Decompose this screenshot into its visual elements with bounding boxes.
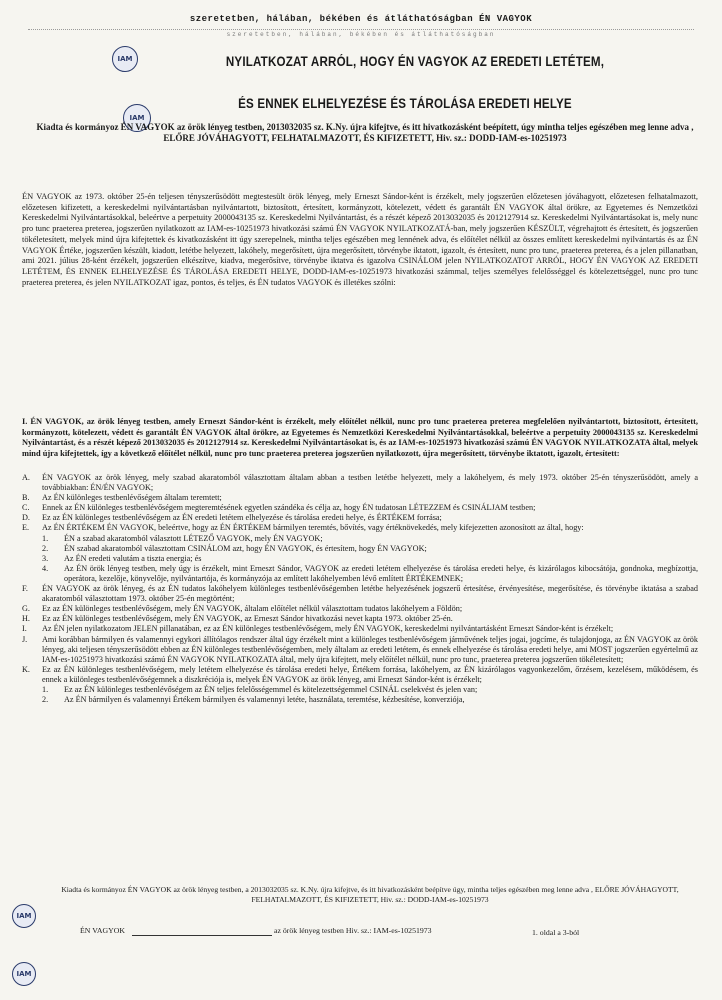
list-item bbox=[22, 473, 698, 493]
sub-item-text: Az ÉN örök lényeg testben, mely úgy is érzékelt, mint Erneszt Sándor, VAGYOK az eredeti letétem elhelyezése és tárolása eredeti helye, és kizárólagos kibocsátója, gondnoka, megbízottja, operátora, kezelője, könyvelője, nyilvántartója, és kormányzója az említett lakóhelyemben lévő említett ÉRTÉKEMNEK; bbox=[64, 563, 698, 583]
item-text: Az ÉN ÉRTÉKEM ÉN VAGYOK, beleértve, hogy az ÉN ÉRTÉKEM bármilyen teremtés, bővítés, vagy értéknövekedés, mely kifejezetten azonosított az által, hogy: bbox=[42, 523, 584, 533]
signature-reference: az örök lényeg testben Hiv. sz.: IAM-es-10251973 bbox=[274, 926, 432, 935]
sub-item-number: 4. bbox=[42, 563, 49, 573]
item-letter: H. bbox=[22, 614, 30, 624]
sub-item-number: 3. bbox=[42, 553, 49, 563]
list-item bbox=[22, 493, 698, 503]
item-text: Ez az ÉN különleges testbenlévőségem, mely ÉN VAGYOK, általam előítélet nélkül választottam tudatos lakóhelyem a Földön; bbox=[42, 604, 463, 614]
item-letter: A. bbox=[22, 473, 30, 482]
item-text: Ez az ÉN különleges testbenlévőségem, mely letétem elhelyezése és tárolása eredeti helye, Értékem forrása, lakóhelyem, az ÉN kizárólagos vagyonkezelőm, őrzésem, kezelésem, működésem, és ennek a különleges testbenlévőségemnek a diszkréciója is, melyek ÉN VAGYOK az örök lényeg, ami Erneszt Sándor-ként is érzékelt; bbox=[42, 664, 698, 684]
sub-item-number: 1. bbox=[42, 684, 49, 694]
sub-item-text: ÉN szabad akaratomból választottam CSINÁLOM azt, hogy ÉN VAGYOK, és értesítem, hogy ÉN VAGYOK; bbox=[64, 543, 427, 553]
seal-icon bbox=[12, 904, 36, 928]
footer-issuer-statement: Kiadta és kormányoz ÉN VAGYOK az örök lényeg testben, a 2013032035 sz. K.Ny. újra kifejtve, és itt hivatkozásként beépítve úgy, mintha teljes egészében meg lenne adva , ELŐRE JÓVÁHAGYOTT, FELHATALMAZOTT, ÉS KIFIZETETT, Hiv. sz.: DODD-IAM-es-10251973 bbox=[61, 885, 679, 904]
list-item bbox=[22, 584, 698, 604]
sub-item bbox=[22, 534, 698, 544]
header-motto: szeretetben, hálában, békében és átláthatóságban ÉN VAGYOK bbox=[189, 14, 533, 24]
item-text: ÉN VAGYOK az örök lényeg, és az ÉN tudatos lakóhelyem különleges testbenlévőségemben letétbe helyezésének jogszerű értesítése, érvényesítése, megerősítése, és törvénybe iktatása a szabad akaratomból választottam 1973. október 25-én megtörtént; bbox=[42, 584, 698, 604]
item-letter: E. bbox=[22, 523, 30, 533]
document-title-line2: ÉS ENNEK ELHELYEZÉSE ÉS TÁROLÁSA EREDETI HELYE bbox=[238, 96, 572, 111]
sub-item-text: Az ÉN bármilyen és valamennyi Értékem bármilyen és valamennyi letéte, használata, teremtése, kézbesítése, konverziója, bbox=[64, 695, 465, 705]
item-letter: D. bbox=[22, 513, 30, 523]
header-divider bbox=[28, 29, 694, 30]
intro-paragraph: ÉN VAGYOK az 1973. október 25-én teljesen tényszerűsödött megtestesült örök lényeg, mely Erneszt Sándor-ként is érzékelt, mely jogszerűen előzetesen jóváhagyott, előzetesen felhatalmazott, előzetesen kifizetett, a kereskedelmi nyilvántartásban nyilvántartott, biztosított, értesített, kormányzott, kötelezett, védett és garantált ÉN VAGYOK által örökre, az Egyetemes és Nemzetközi Kereskedelmi Nyilvántartásokkal, beleértve a perpetuity 2000043135 sz. Kereskedelmi Nyilvántartást, és a részét képező 2013032035 és 2012127914 sz. Kereskedelmi Nyilvántartásokat is, mely nunc pro tunc praeterea preterea, jogszerűen nyilatkozott az IAM-es-10251973 hivatkozási számú ÉN VAGYOK NYILATKOZATÁ-ban, mely jogszerűen KÉSZÜLT, végrehajtott és értesített, és jogszerűen tökéletesített, melyek mind újra kifejtettek és kivatkozásként itt úgy szerepelnek, mintha teljes egészében meg lennének adva, és előítélet nélkül az összes említett kereskedelmi nyilvántartás és az ÉN VAGYOK Értéke, jogszerűen készült, kiadott, letétbe helyezett, lakóhely, megerősített, újra megerősített, törvénybe iktatott, igazolt, és értesített, nunc pro tunc, praeterea preterea, és a jelen pillanatban, ami 2021. július 28-ként érzékelt, jogszerűen elkészítve, kiadva, megerősítve, törvénybe iktatva és igazolva CSINÁLOM jelen NYILATKOZATOT ARRÓL, HOGY ÉN VAGYOK AZ EREDETI LETÉTEM, ÉS ENNEK ELHELYEZÉSE ÉS TÁROLÁSA EREDETI HELYE, DODD-IAM-es-10251973 hivatkozási számmal, teljes személyes felelősséggel és kötelezettséggel, nunc pro tunc praeterea preterea, és jelen NYILATKOZAT igaz, pontos, és teljes, és ÉN tudatos VAGYOK és illetékes szólni: bbox=[22, 192, 698, 287]
sub-item-number: 1. bbox=[42, 533, 49, 543]
list-item bbox=[22, 614, 698, 624]
item-text: Az ÉN különleges testbenlévőségem általam teremtett; bbox=[42, 493, 222, 503]
item-list bbox=[22, 473, 698, 705]
item-text: Ez az ÉN különleges testbenlévőségem, mely ÉN VAGYOK, az Erneszt Sándor hivatkozási nevet kapta 1973. október 25-én. bbox=[42, 614, 453, 624]
seal-label: IAM bbox=[16, 970, 32, 978]
sub-item bbox=[22, 695, 698, 705]
sub-item-text: Az ÉN eredeti valutám a tiszta energia; és bbox=[64, 553, 202, 563]
section-1-paragraph: I. ÉN VAGYOK, az örök lényeg testben, amely Erneszt Sándor-ként is érzékelt, mely előítélet nélkül, nunc pro tunc praeterea preterea megfelelően nyilvántartott, biztosított, értesített, kormányzott, kötelezett, védett és garantált ÉN VAGYOK által örökre, az Egyetemes és Nemzetközi Kereskedelmi Nyilvántartásokkal, beleértve a perpetuity 2000043135 sz. Kereskedelmi Nyilvántartást, és a részét képező 2013032035 és 2012127914 sz. Kereskedelmi Nyilvántartásokat is, és az IAM-es-10251973 hivatkozási számú ÉN VAGYOK NYILATKOZATA által, melyek mind újra kifejtettek, így a következő előítélet nélkül, nunc pro tunc praeterea preterea jogszerűen nyilatkozott, újra megerősített, törvénybe iktatott, igazolt, értesített: bbox=[22, 417, 698, 458]
seal-icon bbox=[12, 962, 36, 986]
signature-underline bbox=[132, 935, 272, 936]
item-letter: F. bbox=[22, 584, 28, 594]
seal-icon bbox=[112, 46, 138, 72]
issuer-statement: Kiadta és kormányoz ÉN VAGYOK az örök lényeg testben, 2013032035 sz. K.Ny. újra kifejtve, és itt hivatkozásként beépített, úgy mintha teljes egészében meg lenne adva , ELŐRE JÓVÁHAGYOTT, FELHATALMAZOTT, ÉS KIFIZETETT, Hiv. sz.: DODD-IAM-es-10251973 bbox=[36, 122, 694, 143]
sub-item-text: Ez az ÉN különleges testbenlévőségem az ÉN teljes felelősségemmel és kötelezettségemmel CSINÁL cselekvést és jelen van; bbox=[64, 684, 478, 694]
item-text: ÉN VAGYOK az örök lényeg, mely szabad akaratomból választottam általam abban a testben letétbe helyezett, mely a lakóhelyem, és mely 1973. október 25-én tényszerűsödött, amely a továbbiakban: ÉN/ÉN VAGYOK; bbox=[42, 473, 698, 493]
item-letter: I. bbox=[22, 624, 27, 634]
header-motto-faint: szeretetben, hálában, békében és átláthatóságban bbox=[226, 31, 496, 38]
list-item bbox=[22, 624, 698, 634]
list-item bbox=[22, 665, 698, 685]
sub-item bbox=[22, 554, 698, 564]
item-letter: B. bbox=[22, 493, 30, 503]
item-text: Az ÉN jelen nyilatkozatom JELEN pillanatában, ez az ÉN különleges testbenlévőségem, mely ÉN VAGYOK, kereskedelmi nyilvántartásként Erneszt Sándor-ként is érzékelt; bbox=[42, 624, 614, 634]
item-text: Ez az ÉN különleges testbenlévőségem az ÉN eredeti letétem elhelyezése és tárolása eredeti helye, és ÉRTÉKEM forrása; bbox=[42, 513, 442, 523]
signature-label: ÉN VAGYOK bbox=[80, 926, 125, 935]
item-letter: J. bbox=[22, 634, 28, 644]
item-letter: G. bbox=[22, 604, 30, 614]
sub-item bbox=[22, 564, 698, 584]
item-text: Ami korábban bármilyen és valamennyi egykori állítólagos rendszer által úgy érzékelt mint a különleges testbenlévőségem járművének teljes jogai, jogcíme, és tulajdonjoga, az ÉN VAGYOK az örök lényeg, aki teljesen tényszerűsödött ebben az ÉN különleges testbenlévőségemben, mely általam az eredeti letétem, és ennek elhelyezése és tárolása eredeti helye, ami MOST jogszerűen egyértelmű az IAM-es-10251973 hivatkozási számú ÉN VAGYOK NYILATKOZATA által, mely újra kifejtett, mely előítélet nélkül, nunc pro tunc, praeterea preterea jogszerűen tökéletesített; bbox=[42, 634, 698, 664]
sub-item bbox=[22, 544, 698, 554]
sub-item-number: 2. bbox=[42, 543, 49, 553]
seal-label: IAM bbox=[117, 55, 133, 63]
page-number: 1. oldal a 3-ból bbox=[532, 928, 580, 937]
list-item bbox=[22, 523, 698, 533]
sub-item bbox=[22, 685, 698, 695]
list-item bbox=[22, 513, 698, 523]
document-title-line1: NYILATKOZAT ARRÓL, HOGY ÉN VAGYOK AZ EREDETI LETÉTEM, bbox=[225, 54, 605, 69]
sub-item-number: 2. bbox=[42, 695, 49, 705]
sub-item-text: ÉN a szabad akaratomból választott LÉTEZŐ VAGYOK, mely ÉN VAGYOK; bbox=[64, 533, 323, 543]
item-text: Ennek az ÉN különleges testbenlévőségem megteremtésének egyetlen szándéka és célja az, hogy ÉN tudatosan LÉTEZZEM és CSINÁLJAM testben; bbox=[42, 503, 536, 513]
item-letter: C. bbox=[22, 503, 30, 513]
list-item bbox=[22, 604, 698, 614]
list-item bbox=[22, 503, 698, 513]
seal-label: IAM bbox=[129, 114, 145, 122]
seal-label: IAM bbox=[16, 912, 32, 920]
list-item bbox=[22, 635, 698, 665]
item-letter: K. bbox=[22, 664, 30, 674]
